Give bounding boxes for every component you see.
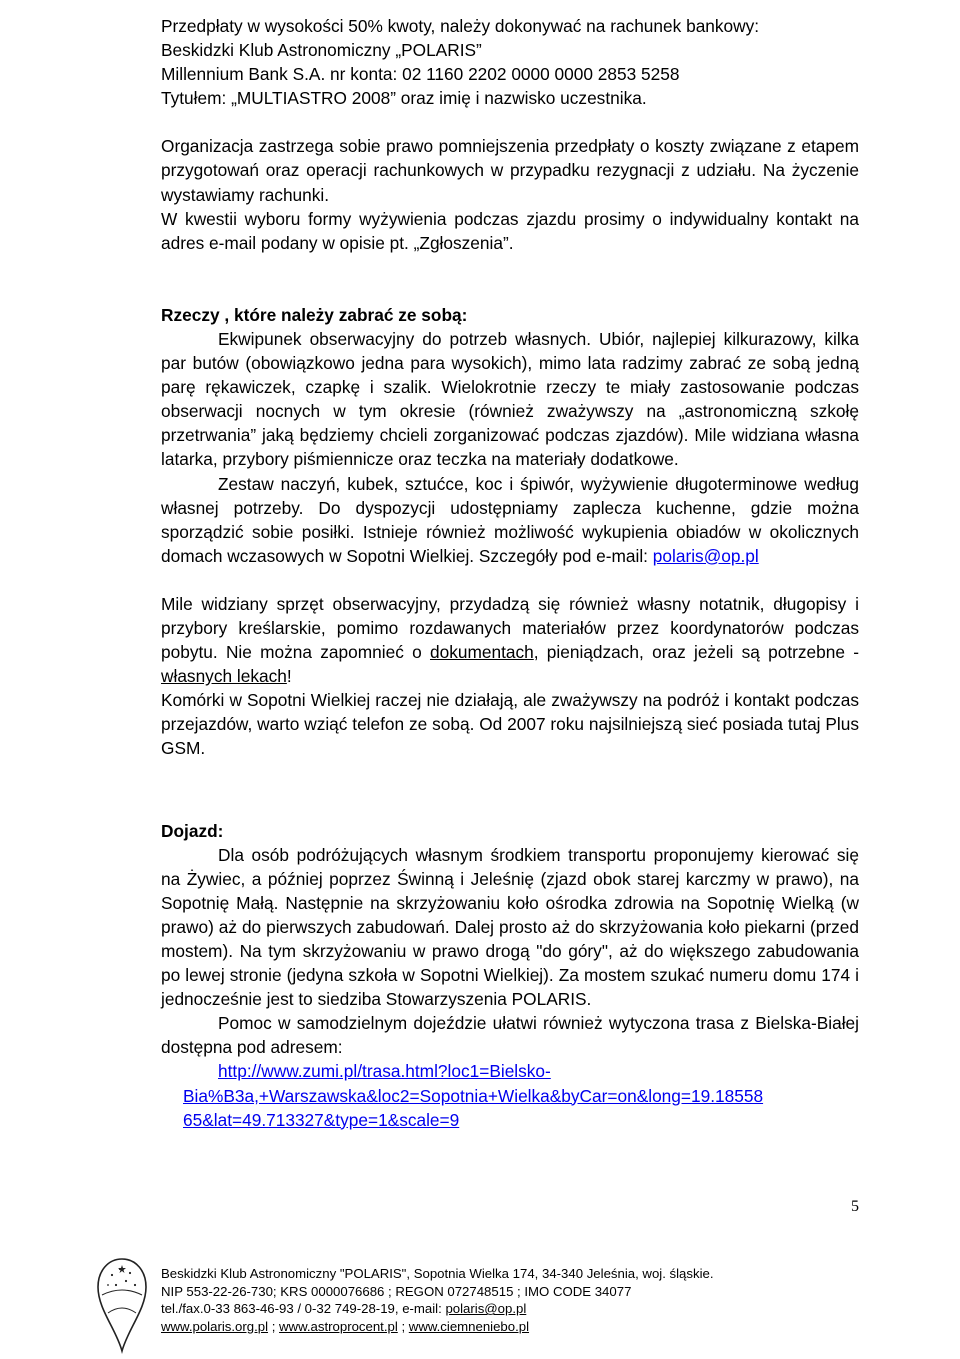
document-body [161,14,859,1132]
payment-line-1: Przedpłaty w wysokości 50% kwoty, należy dokonywać na rachunek bankowy: [161,16,760,36]
equipment-paragraph [161,592,859,688]
payment-line-3: Millennium Bank S.A. nr konta: 02 1160 2202 0000 0000 2853 5258 [161,64,680,85]
travel-paragraph-1: Dla osób podróżujących własnym środkiem transportu proponujemy kierować się na Żywiec, a później poprzez Świnną i Jeleśnię (zjazd obok starej karczmy w prawo), na Sopotnię Małą. Następnie na skrzyżowaniu koło ośrodka zdrowia na Sopotnię Wielką (w prawo) aż do pierwszych zabudowań. Dalej prosto aż do skrzyżowania koło piekarni (przed mostem). Na tym skrzyżowaniu w prawo drogą "do góry", aż do większego zabudowania po lewej stronie (jedyna szkoła w Sopotni Wielkiej). Za mostem szukać numeru domu 174 i jednocześnie jest to siedziba Stowarzyszenia POLARIS. [161,844,859,1010]
footer-line-3 [161,1300,714,1318]
travel-heading: Dojazd: [161,820,224,841]
equipment-text-a: Mile widziany sprzęt obserwacyjny, przydadzą się również własny notatnik, długopisy i przybory kreślarskie, pomimo rozdawanych materiałów przez koordynatorów podczas pobytu. Nie można zapomnieć o [161,593,859,663]
footer-contact: tel./fax.0-33 863-46-93 / 0-32 749-28-19, e-mail: [161,1301,442,1317]
polaris-logo-icon [90,1255,154,1355]
phones-paragraph: Komórki w Sopotni Wielkiej raczej nie działają, ale zważywszy na podróż i kontakt podczas przejazdów, warto wziąć telefon ze sobą. Od 2007 roku najsilniejszą sieć posiada tutaj Plus GSM. [161,690,859,759]
footer-line-2: NIP 553-22-26-730; KRS 0000076686 ; REGON 072748515 ; IMO CODE 34077 [161,1283,632,1299]
documents-link[interactable]: dokumentach [429,642,534,663]
footer-link-polaris[interactable]: www.polaris.org.pl [161,1318,269,1334]
medicines-link[interactable]: własnych lekach [161,666,287,687]
travel-paragraph-2: Pomoc w samodzielnym dojeździe ułatwi również wytyczona trasa z Bielska-Białej dostępna pod adresem: [161,1013,859,1058]
route-url-line-2[interactable]: Bia%B3a,+Warszawska&loc2=Sopotnia+Wielka&byCar=on&long=19.18558 [183,1085,764,1106]
email-link[interactable]: polaris@op.pl [652,545,759,566]
footer-link-ciemneniebo[interactable]: www.ciemneniebo.pl [408,1318,530,1334]
page-number: 5 [851,1198,859,1215]
diet-paragraph: W kwestii wyboru formy wyżywienia podczas zjazdu prosimy o indywidualny kontakt na adres e-mail podany w opisie pt. „Zgłoszenia”. [161,208,859,253]
equipment-text-c: ! [286,666,292,687]
footer-text [161,1265,714,1335]
footer-separator: ; [271,1318,276,1334]
route-url-line-3[interactable]: 65&lat=49.713327&type=1&scale=9 [183,1109,460,1130]
route-url-line-1[interactable]: http://www.zumi.pl/trasa.html?loc1=Bielsko- [218,1061,551,1082]
route-url[interactable] [161,1059,859,1131]
footer-line-4 [161,1318,714,1336]
footer-link-astroprocent[interactable]: www.astroprocent.pl [279,1318,398,1334]
payment-line-4: Tytułem: „MULTIASTRO 2008” oraz imię i nazwisko uczestnika. [161,88,647,109]
footer-separator: ; [401,1318,406,1334]
things-paragraph-2 [161,472,859,568]
footer-email-link[interactable]: polaris@op.pl [445,1301,527,1317]
footer-line-1: Beskidzki Klub Astronomiczny "POLARIS", Sopotnia Wielka 174, 34-340 Jeleśnia, woj. śląskie. [161,1266,714,1281]
things-heading: Rzeczy , które należy zabrać ze sobą: [161,304,468,325]
things-paragraph-1: Ekwipunek obserwacyjny do potrzeb własnych. Ubiór, najlepiej kilkurazowy, kilka par butów (obowiązkowo jedna para wysokich), mimo lata radzimy zabrać ze sobą jedną parę rękawiczek, czapkę i szalik. Wielokrotnie rzeczy te miały zastosowanie podczas obserwacji nocnych w tym okresie (również zważywszy na „astronomiczną szkołę przetrwania” jaką będziemy chcieli zorganizować podczas zjazdów). Mile widziana własna latarka, przybory piśmiennicze oraz teczka na materiały dodatkowe. [161,328,859,470]
payment-line-2: Beskidzki Klub Astronomiczny „POLARIS” [161,40,482,61]
equipment-text-b: , pieniądzach, oraz jeżeli są potrzebne - [533,642,860,663]
footer [0,1255,960,1359]
things-paragraph-2-text: Zestaw naczyń, kubek, sztućce, koc i śpiwór, wyżywienie długoterminowe według własnej potrzeby. Do dyspozycji udostępniamy zaplecza kuchenne, gdzie można sporządzić sobie posiłki. Istnieje również możliwość wykupienia obiadów w okolicznych domach wczasowych w Sopotni Wielkiej. Szczegóły pod e-mail: [161,473,859,566]
reservation-paragraph: Organizacja zastrzega sobie prawo pomniejszenia przedpłaty o koszty związane z etapem przygotowań oraz operacji rachunkowych w przypadku rezygnacji z udziału. Na życzenie wystawiamy rachunki. [161,136,859,205]
